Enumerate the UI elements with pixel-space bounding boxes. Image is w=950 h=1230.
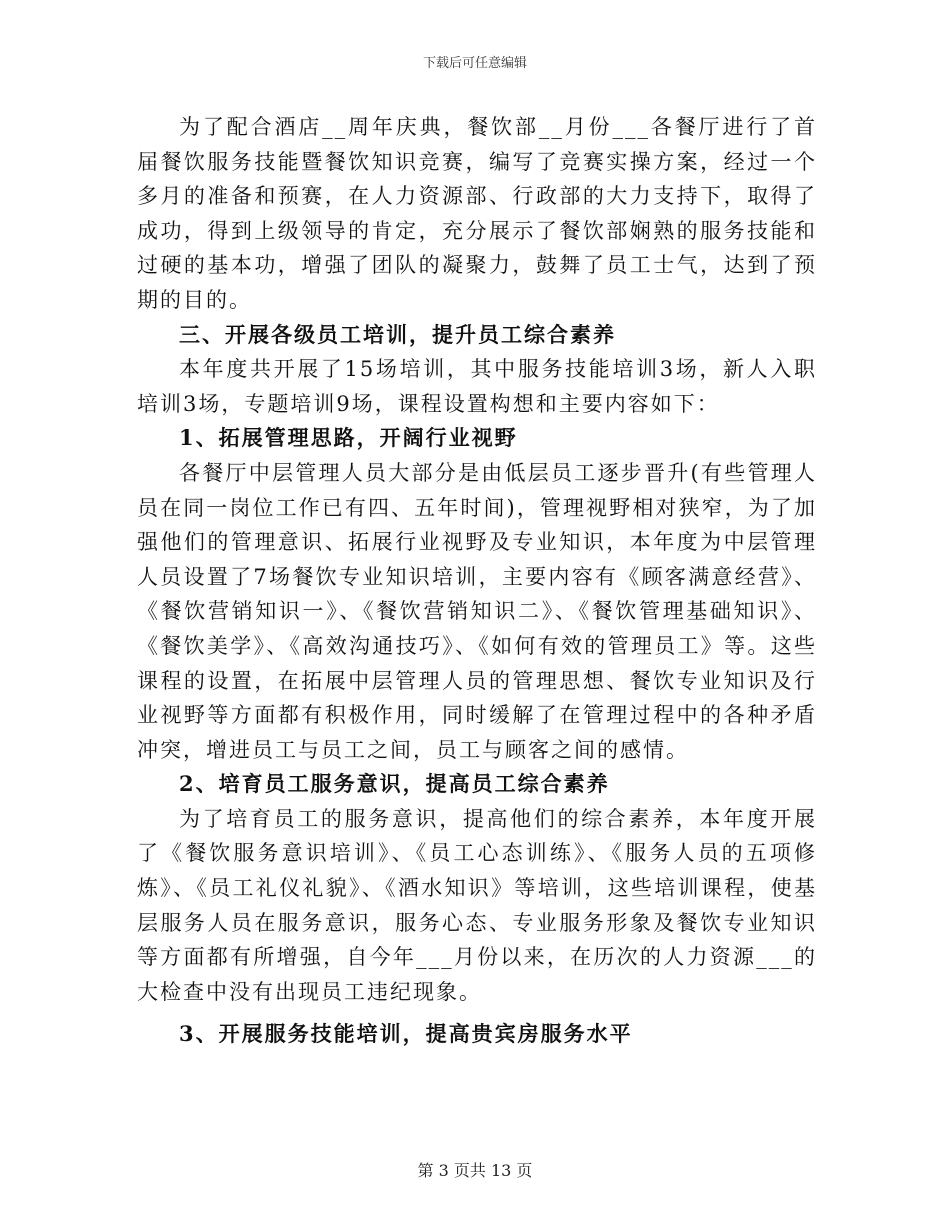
paragraph-service-awareness: 为了培育员工的服务意识，提高他们的综合素养，本年度开展了《餐饮服务意识培训》、《员工心态训练》、《服务人员的五项修炼》、《员工礼仪礼貌》、《酒水知识》等培训，这些培训课程，使基层服务人员在服务意识，服务心态、专业服务形象及餐饮专业知识等方面都有所增强，自今年___月份以来，在历次的人力资源___的大检查中没有出现员工违纪现象。	[137, 806, 817, 1004]
paragraph-management-training: 各餐厅中层管理人员大部分是由低层员工逐步晋升(有些管理人员在同一岗位工作已有四、五年时间)，管理视野相对狭窄，为了加强他们的管理意识、拓展行业视野及专业知识，本年度为中层管理人员设置了7场餐饮专业知识培训，主要内容有《顾客满意经营》、《餐饮营销知识一》、《餐饮营销知识二》、《餐饮管理基础知识》、《餐饮美学》、《高效沟通技巧》、《如何有效的管理员工》等。这些课程的设置，在拓展中层管理人员的管理思想、餐饮专业知识及行业视野等方面都有积极作用，同时缓解了在管理过程中的各种矛盾冲突，增进员工与员工之间，员工与顾客之间的感情。	[137, 460, 817, 762]
paragraph-training-overview: 本年度共开展了15场培训，其中服务技能培训3场，新人入职培训3场，专题培训9场，课程设置构想和主要内容如下：	[137, 357, 817, 416]
page-number-footer: 第 3 页共 13 页	[417, 1161, 533, 1180]
document-body	[137, 110, 817, 1052]
page-header: 下载后可任意编辑	[422, 56, 527, 71]
subheading-management-thinking: 1、拓展管理思路，开阔行业视野	[179, 425, 518, 451]
section-heading-staff-training: 三、开展各级员工培训，提升员工综合素养	[179, 321, 616, 347]
subheading-service-skills: 3、开展服务技能培训，提高贵宾房服务水平	[179, 1021, 633, 1047]
paragraph-anniversary-contest: 为了配合酒店__周年庆典，餐饮部__月份___各餐厅进行了首届餐饮服务技能暨餐饮知识竞赛，编写了竞赛实操方案，经过一个多月的准备和预赛，在人力资源部、行政部的大力支持下，取得了成功，得到上级领导的肯定，充分展示了餐饮部娴熟的服务技能和过硬的基本功，增强了团队的凝聚力，鼓舞了员工士气，达到了预期的目的。	[137, 115, 817, 312]
subheading-service-awareness: 2、培育员工服务意识，提高员工综合素养	[179, 771, 610, 797]
